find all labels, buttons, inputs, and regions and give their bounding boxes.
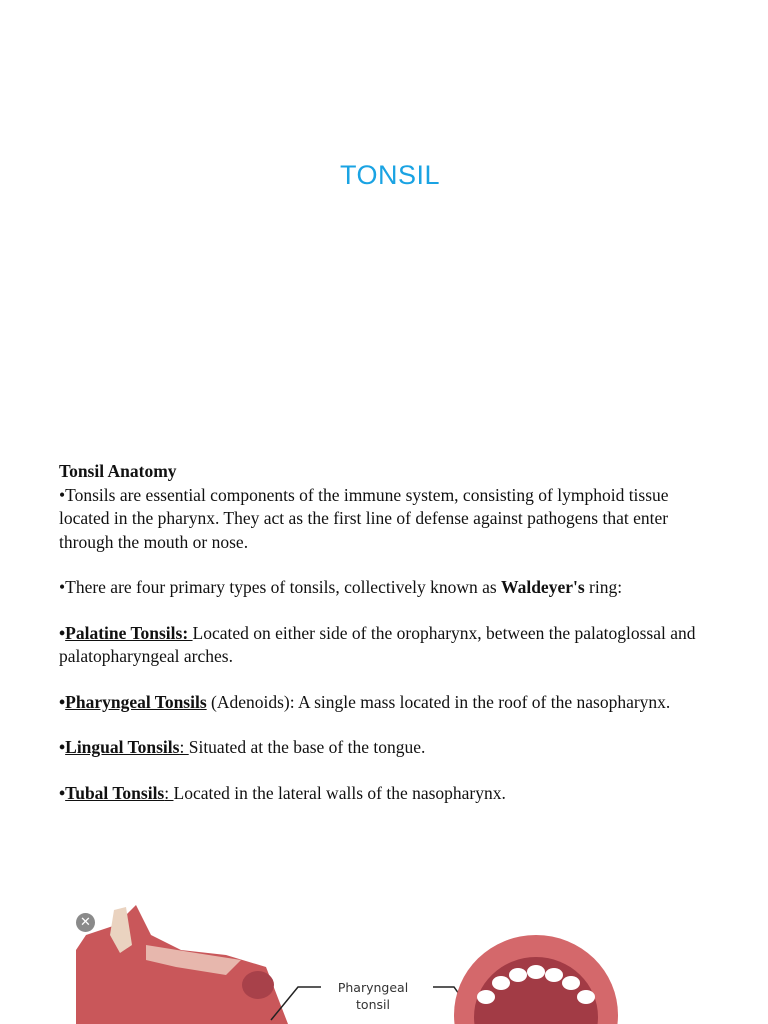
item-sep: : bbox=[179, 737, 189, 757]
figure-label-pharyngeal-tonsil: Pharyngeal tonsil bbox=[337, 980, 409, 1012]
item-desc: Situated at the base of the tongue. bbox=[188, 737, 426, 757]
item-name: Palatine Tonsils: bbox=[65, 622, 193, 643]
item-name: Tubal Tonsils bbox=[65, 782, 165, 803]
pharyngeal-tonsil-shape bbox=[242, 971, 274, 999]
item-desc: Located in the lateral walls of the nasopharynx. bbox=[173, 782, 506, 803]
item-bullet: • bbox=[59, 737, 66, 757]
list-item bbox=[59, 782, 719, 806]
item-desc: (Adenoids): A single mass located in the roof of the nasopharynx. bbox=[211, 691, 671, 712]
anatomy-figure bbox=[76, 905, 636, 1024]
types-suffix: ring: bbox=[584, 577, 623, 597]
item-name: Lingual Tonsils bbox=[65, 737, 180, 757]
intro-paragraph: •Tonsils are essential components of the immune system, consisting of lymphoid tissue located in the pharynx. They act as the first line of defense against pathogens that enter through the mouth or nose. bbox=[59, 484, 669, 552]
waldeyer-term: Waldeyer's bbox=[501, 577, 585, 597]
section-heading: Tonsil Anatomy bbox=[59, 461, 177, 481]
item-sep: : bbox=[164, 782, 174, 803]
item-bullet: • bbox=[59, 782, 66, 803]
list-item bbox=[59, 691, 719, 715]
list-item bbox=[59, 736, 719, 760]
item-bullet: • bbox=[59, 691, 66, 712]
document-body bbox=[59, 460, 719, 805]
item-name: Pharyngeal Tonsils bbox=[65, 691, 207, 712]
types-paragraph bbox=[59, 576, 719, 600]
close-icon[interactable]: ✕ bbox=[76, 913, 95, 932]
types-prefix: •There are four primary types of tonsils, collectively known as bbox=[59, 577, 502, 597]
page-title: TONSIL bbox=[339, 160, 441, 190]
list-item bbox=[59, 622, 719, 669]
item-desc: Located on either side of the oropharynx, between the palatoglossal and palatopharyngeal arches. bbox=[59, 622, 696, 666]
item-bullet: • bbox=[59, 622, 66, 643]
